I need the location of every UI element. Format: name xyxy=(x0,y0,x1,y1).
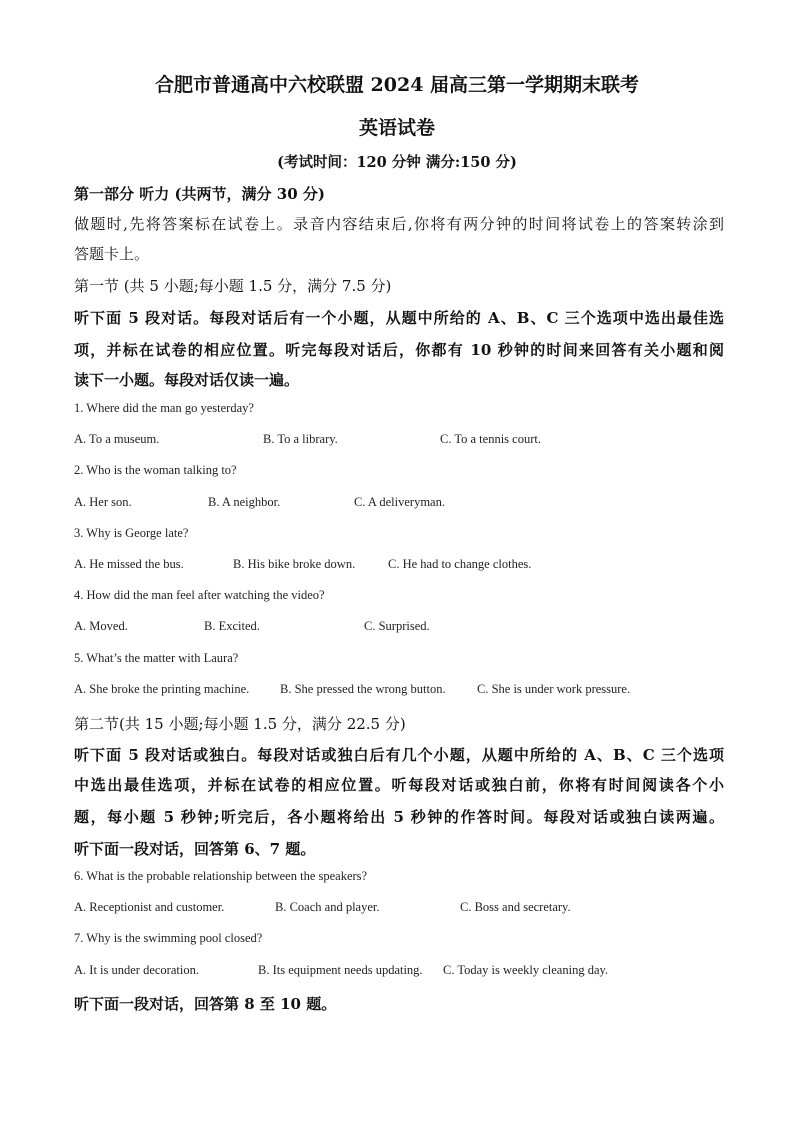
q4-option-c: C. Surprised. xyxy=(364,619,430,633)
question-2: 2. Who is the woman talking to? xyxy=(74,463,237,477)
q1-option-c: C. To a tennis court. xyxy=(440,432,541,446)
question-7: 7. Why is the swimming pool closed? xyxy=(74,931,263,945)
section1-instruction-line3: 读下一小题。每段对话仅读一遍。 xyxy=(74,371,300,389)
q7-option-c: C. Today is weekly cleaning day. xyxy=(443,963,609,977)
q4-option-b: B. Excited. xyxy=(204,619,260,633)
q2-option-b: B. A neighbor. xyxy=(208,495,281,509)
q5-option-a: A. She broke the printing machine. xyxy=(74,682,250,696)
q3-option-c: C. He had to change clothes. xyxy=(388,557,532,571)
q5-option-c: C. She is under work pressure. xyxy=(477,682,631,696)
question-3: 3. Why is George late? xyxy=(74,526,189,540)
section1-instruction-line2: 项，并标在试卷的相应位置。听完每段对话后，你都有 10 秒钟的时间来回答有关小题和阅 xyxy=(74,341,724,359)
question-5: 5. What’s the matter with Laura? xyxy=(74,651,239,665)
q1-option-a: A. To a museum. xyxy=(74,432,160,446)
section1-heading: 第一节 (共 5 小题;每小题 1.5 分，满分 7.5 分) xyxy=(74,277,392,295)
part1-instruction-line2: 答题卡上。 xyxy=(74,245,150,263)
question-6: 6. What is the probable relationship between the speakers? xyxy=(74,869,368,883)
section2-heading: 第二节(共 15 小题;每小题 1.5 分，满分 22.5 分) xyxy=(74,715,406,733)
section1-instruction-line1: 听下面 5 段对话。每段对话后有一个小题，从题中所给的 A、B、C 三个选项中选出最佳选 xyxy=(74,309,724,327)
q2-option-c: C. A deliveryman. xyxy=(354,495,445,509)
q6-option-b: B. Coach and player. xyxy=(275,900,380,914)
exam-subtitle: 英语试卷 xyxy=(358,117,435,139)
exam-info: (考试时间：120 分钟 满分:150 分) xyxy=(277,154,517,171)
group-6-7-instruction: 听下面一段对话，回答第 6、7 题。 xyxy=(74,840,316,858)
question-1: 1. Where did the man go yesterday? xyxy=(74,401,254,415)
q5-option-b: B. She pressed the wrong button. xyxy=(280,682,446,696)
q7-option-b: B. Its equipment needs updating. xyxy=(258,963,423,977)
section2-instruction-line3: 题，每小题 5 秒钟;听完后，各小题将给出 5 秒钟的作答时间。每段对话或独白读两遍。 xyxy=(74,808,724,826)
section2-instruction-line2: 中选出最佳选项，并标在试卷的相应位置。听每段对话或独白前，你将有时间阅读各个小 xyxy=(74,776,724,794)
q6-option-a: A. Receptionist and customer. xyxy=(74,900,225,914)
q7-option-a: A. It is under decoration. xyxy=(74,963,199,977)
part1-heading: 第一部分 听力 (共两节，满分 30 分) xyxy=(74,185,325,203)
question-4: 4. How did the man feel after watching the video? xyxy=(74,588,325,602)
q4-option-a: A. Moved. xyxy=(74,619,128,633)
group-8-10-instruction: 听下面一段对话，回答第 8 至 10 题。 xyxy=(74,995,337,1013)
q3-option-a: A. He missed the bus. xyxy=(74,557,184,571)
section2-instruction-line1: 听下面 5 段对话或独白。每段对话或独白后有几个小题，从题中所给的 A、B、C 三个选项 xyxy=(74,746,724,764)
q6-option-c: C. Boss and secretary. xyxy=(460,900,571,914)
exam-title: 合肥市普通高中六校联盟 2024 届高三第一学期期末联考 xyxy=(154,74,640,96)
q2-option-a: A. Her son. xyxy=(74,495,132,509)
q1-option-b: B. To a library. xyxy=(263,432,338,446)
q3-option-b: B. His bike broke down. xyxy=(233,557,356,571)
part1-instruction-line1: 做题时,先将答案标在试卷上。录音内容结束后,你将有两分钟的时间将试卷上的答案转涂到 xyxy=(74,215,724,233)
